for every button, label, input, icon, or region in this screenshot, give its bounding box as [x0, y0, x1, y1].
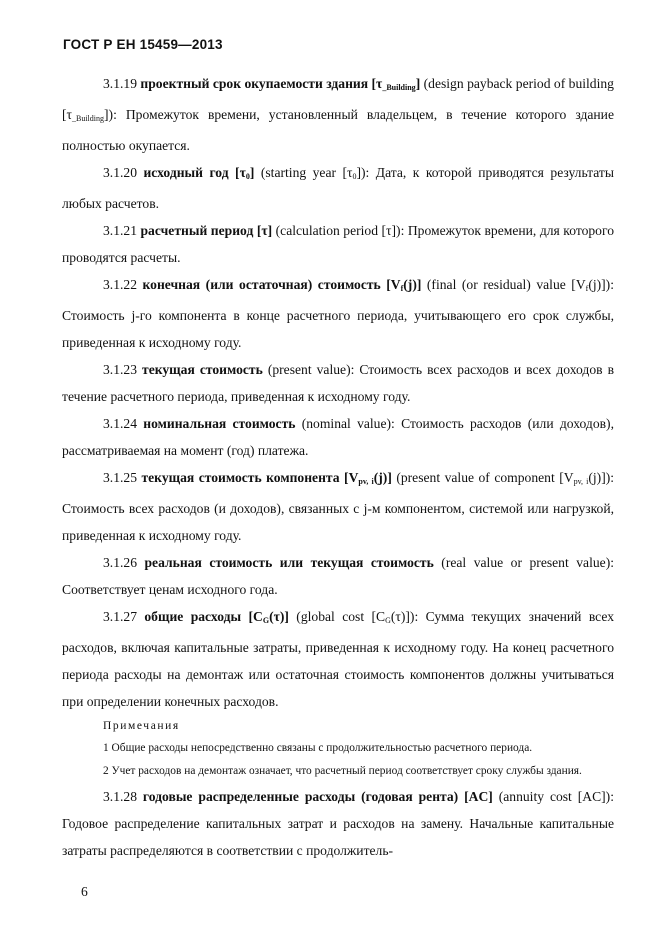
term: расчетный период [τ] — [140, 223, 273, 238]
definition-3-1-19 — [62, 70, 614, 159]
term-subscript: f — [400, 284, 404, 293]
term: проектный срок окупаемости здания $[\tau_{\_Building}]$ — [140, 76, 421, 92]
term-subscript: _Building — [382, 83, 416, 92]
term-subscript: G — [262, 616, 270, 625]
definition-3-1-26 — [62, 549, 614, 603]
term: конечная (или остаточная) стоимость $[V_f(j)]$ — [142, 277, 422, 293]
document-body — [62, 70, 614, 864]
clause-number: 3.1.20 — [103, 165, 137, 180]
definition-text: ]): Промежуток времени, установленный владельцем, в течение которого здание полностью окупается. — [62, 107, 614, 153]
definition-subscript: G — [385, 616, 391, 625]
term: текущая стоимость компонента $[V_{pv, i}(j)]$ — [141, 470, 392, 486]
clause-number: 3.1.27 — [103, 609, 137, 624]
clause-number: 3.1.23 — [103, 362, 137, 377]
definition-text: (real value or present value): Соответствует ценам исходного года. — [62, 555, 614, 597]
definition-text: (nominal value): Стоимость расходов (или доходов), рассматриваемая на момент (год) платежа. — [62, 416, 614, 458]
definition-subscript: 0 — [352, 172, 357, 181]
term-subscript: pv, i — [358, 477, 374, 486]
definition-text: (present value): Стоимость всех расходов и всех доходов в течение расчетного периода, приведенная к исходному году. — [62, 362, 614, 404]
definition-3-1-25 — [62, 464, 614, 549]
definition-3-1-27 — [62, 603, 614, 715]
definition-text: (design payback period of building [τ — [62, 76, 614, 122]
term: годовые распределенные расходы (годовая рента) [AC] — [142, 789, 493, 804]
definition-3-1-23 — [62, 356, 614, 410]
definition-text: (j)]): Стоимость j-го компонента в конце расчетного периода, учитывающего его срок службы, приведенная к исходному году. — [62, 277, 614, 350]
term: текущая стоимость — [142, 362, 263, 377]
term: исходный год $[\tau_0]$ — [143, 165, 255, 181]
definition-3-1-22 — [62, 271, 614, 356]
definition-text: (global cost [C — [288, 609, 386, 624]
definition-3-1-28 — [62, 783, 614, 864]
definition-text: (annuity cost [AC]): Годовое распределение капитальных затрат и расходов на замену. Начальные капитальные затраты распределяются в соответствии с продолжитель- — [62, 789, 614, 858]
clause-number: 3.1.19 — [103, 76, 137, 91]
definition-subscript: pv, i — [573, 477, 589, 486]
clause-number: 3.1.26 — [103, 555, 137, 570]
definition-text: (final (or residual) value [V — [421, 277, 586, 292]
clause-number: 3.1.21 — [103, 223, 137, 238]
standard-header: ГОСТ Р ЕН 15459—2013 — [63, 37, 223, 52]
term: общие расходы $[C_G(\tau)]$ — [144, 609, 289, 625]
note-item: 1 Общие расходы непосредственно связаны с продолжительностью расчетного периода. — [103, 742, 533, 754]
page-number: 6 — [81, 884, 88, 899]
definition-3-1-20 — [62, 159, 614, 217]
definition-text: ]): Дата, к которой приводятся результаты любых расчетов. — [62, 165, 615, 211]
clause-number: 3.1.25 — [103, 470, 137, 485]
definition-subscript: f — [585, 284, 589, 293]
term-subscript: 0 — [245, 172, 250, 181]
clause-number: 3.1.28 — [103, 789, 137, 804]
definition-3-1-21 — [62, 217, 614, 271]
clause-number: 3.1.24 — [103, 416, 137, 431]
note-item: 2 Учет расходов на демонтаж означает, что расчетный период соответствует сроку службы здания. — [103, 765, 582, 777]
definition-text: (starting year [τ — [254, 165, 353, 180]
clause-number: 3.1.22 — [103, 277, 137, 292]
definition-text: (calculation period [τ]): Промежуток времени, для которого проводятся расчеты. — [62, 223, 614, 265]
definition-3-1-24 — [62, 410, 614, 464]
term: реальная стоимость или текущая стоимость — [144, 555, 434, 570]
definition-text: (j)]): Стоимость всех расходов (и доходов), связанных с j-м компонентом, системой или нагрузкой, приведенная к исходному году. — [62, 470, 615, 543]
definition-text: (present value of component [V — [391, 470, 574, 485]
term: номинальная стоимость — [143, 416, 296, 431]
definition-subscript: _Building — [72, 114, 105, 123]
notes-title: Примечания — [103, 720, 180, 732]
definition-text: (τ)]): Сумма текущих значений всех расходов, включая капитальные затраты, приведенная к исходному году. На конец расчетного периода расходы на демонтаж или остаточная стоимость компонентов должны учитываться при определении конечных расходов. — [62, 609, 615, 709]
